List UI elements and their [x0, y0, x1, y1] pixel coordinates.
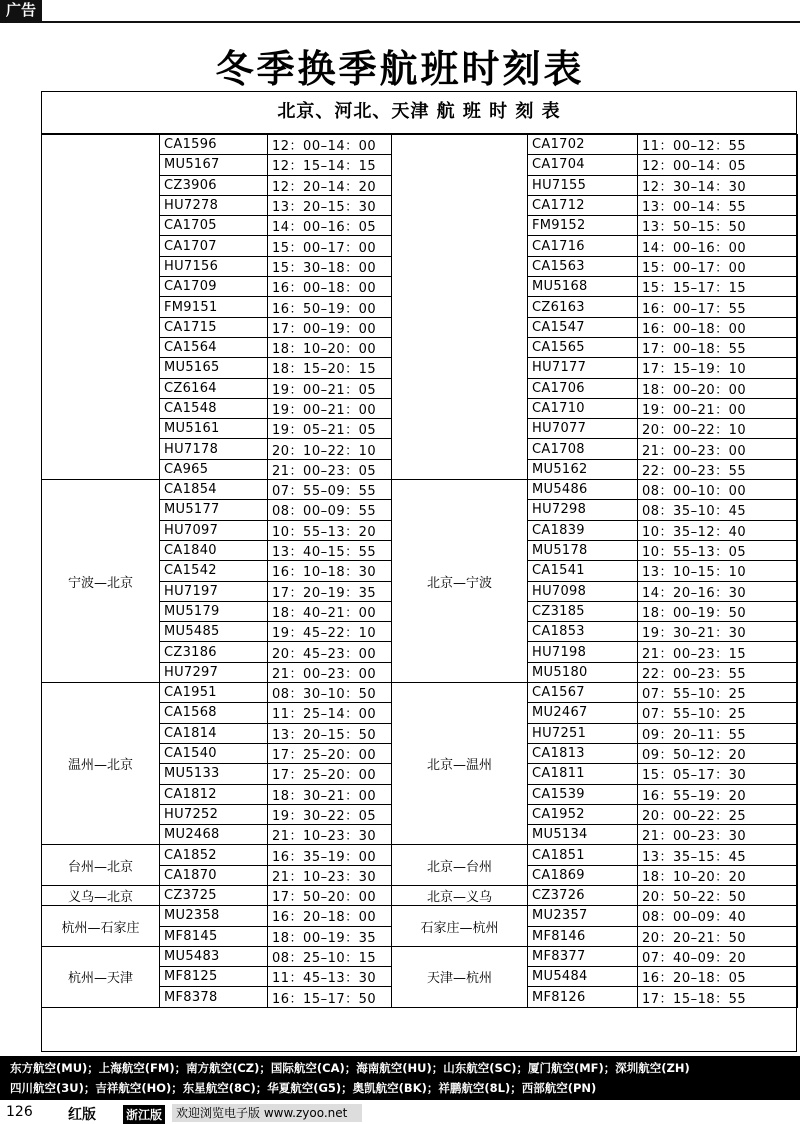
flight-number: CZ3725 — [160, 885, 268, 905]
flight-number: MF8145 — [160, 926, 268, 946]
flight-time: 07：55–09：55 — [268, 480, 392, 500]
flight-time: 10：35–12：40 — [638, 520, 798, 540]
flight-time: 17：00–18：55 — [638, 337, 798, 357]
flight-time: 13：40–15：55 — [268, 540, 392, 560]
flight-number: CA1547 — [528, 317, 638, 337]
flight-number: HU7178 — [160, 439, 268, 459]
flight-number: CA1840 — [160, 540, 268, 560]
flight-time: 19：45–22：10 — [268, 622, 392, 642]
table-row — [42, 885, 798, 905]
flight-time: 08：30–10：50 — [268, 683, 392, 703]
flight-time: 19：00–21：00 — [638, 398, 798, 418]
flight-time: 18：30–21：00 — [268, 784, 392, 804]
flight-time: 17：00–19：00 — [268, 317, 392, 337]
flight-number: CZ3186 — [160, 642, 268, 662]
flight-time: 19：00–21：00 — [268, 398, 392, 418]
flight-time: 18：00–19：35 — [268, 926, 392, 946]
route-label: 台州—北京 — [42, 845, 160, 886]
flight-number: CZ3726 — [528, 885, 638, 905]
flight-number: CA1839 — [528, 520, 638, 540]
flight-number: CA1951 — [160, 683, 268, 703]
flight-number: MU5165 — [160, 358, 268, 378]
flight-time: 16：15–17：50 — [268, 987, 392, 1007]
schedule-subtitle: 北京、河北、天津 航 班 时 刻 表 — [41, 91, 797, 134]
table-row — [42, 135, 798, 155]
flight-time: 09：50–12：20 — [638, 743, 798, 763]
flight-time: 12：00–14：05 — [638, 155, 798, 175]
flight-time: 19：00–21：05 — [268, 378, 392, 398]
flight-time: 15：00–17：00 — [268, 236, 392, 256]
route-label: 义乌—北京 — [42, 885, 160, 905]
flight-number: CZ6163 — [528, 297, 638, 317]
visit-link[interactable]: 欢迎浏览电子版 www.zyoo.net — [172, 1104, 362, 1122]
flight-number: MU5486 — [528, 480, 638, 500]
flight-number: CA1539 — [528, 784, 638, 804]
flight-number: MU5485 — [160, 622, 268, 642]
flight-number: CA1851 — [528, 845, 638, 865]
route-label: 北京—台州 — [392, 845, 528, 886]
flight-time: 18：15–20：15 — [268, 358, 392, 378]
flight-number: MU5483 — [160, 946, 268, 966]
flight-time: 19：05–21：05 — [268, 419, 392, 439]
route-label: 北京—温州 — [392, 683, 528, 845]
flight-time: 13：35–15：45 — [638, 845, 798, 865]
flight-time: 08：35–10：45 — [638, 500, 798, 520]
route-label: 杭州—石家庄 — [42, 906, 160, 947]
flight-number: HU7098 — [528, 581, 638, 601]
flight-time: 13：20–15：30 — [268, 195, 392, 215]
flight-time: 15：15–17：15 — [638, 277, 798, 297]
flight-time: 22：00–23：55 — [638, 459, 798, 479]
flight-number: FM9152 — [528, 216, 638, 236]
table-row — [42, 906, 798, 926]
flight-time: 13：00–14：55 — [638, 195, 798, 215]
flight-number: CA1702 — [528, 135, 638, 155]
page-number: 126 — [6, 1104, 33, 1120]
flight-time: 08：25–10：15 — [268, 946, 392, 966]
flight-number: CA1568 — [160, 703, 268, 723]
flight-number: CA1596 — [160, 135, 268, 155]
flight-number: HU7155 — [528, 175, 638, 195]
flight-time: 13：10–15：10 — [638, 561, 798, 581]
flight-time: 21：00–23：15 — [638, 642, 798, 662]
flight-time: 22：00–23：55 — [638, 662, 798, 682]
flight-time: 16：00–17：55 — [638, 297, 798, 317]
flight-number: MU2358 — [160, 906, 268, 926]
flight-number: CA1854 — [160, 480, 268, 500]
flight-time: 07：55–10：25 — [638, 703, 798, 723]
flight-number: CA1704 — [528, 155, 638, 175]
route-label: 温州—北京 — [42, 683, 160, 845]
flight-time: 15：05–17：30 — [638, 764, 798, 784]
flight-number: HU7297 — [160, 662, 268, 682]
flight-number: MU2468 — [160, 825, 268, 845]
flight-time: 12：30–14：30 — [638, 175, 798, 195]
flight-number: MU5161 — [160, 419, 268, 439]
flight-number: CA1567 — [528, 683, 638, 703]
flight-time: 18：00–20：00 — [638, 378, 798, 398]
flight-number: MU2357 — [528, 906, 638, 926]
flight-number: CZ3906 — [160, 175, 268, 195]
route-label: 北京—义乌 — [392, 885, 528, 905]
flight-time: 12：20–14：20 — [268, 175, 392, 195]
flight-number: HU7097 — [160, 520, 268, 540]
flight-time: 20：50–22：50 — [638, 885, 798, 905]
flight-number: CA1563 — [528, 256, 638, 276]
flight-time: 16：20–18：00 — [268, 906, 392, 926]
flight-time: 17：25–20：00 — [268, 764, 392, 784]
route-label — [392, 135, 528, 480]
flight-time: 16：00–18：00 — [268, 277, 392, 297]
flight-time: 20：45–23：00 — [268, 642, 392, 662]
flight-number: CA1811 — [528, 764, 638, 784]
flight-time: 20：10–22：10 — [268, 439, 392, 459]
flight-number: CA1712 — [528, 195, 638, 215]
flight-number: MU5484 — [528, 967, 638, 987]
flight-number: HU7198 — [528, 642, 638, 662]
flight-number: MU5134 — [528, 825, 638, 845]
flight-number: HU7156 — [160, 256, 268, 276]
flight-number: MF8126 — [528, 987, 638, 1007]
flight-time: 08：00–09：55 — [268, 500, 392, 520]
flight-time: 08：00–10：00 — [638, 480, 798, 500]
page-title: 冬季换季航班时刻表 — [215, 47, 585, 91]
flight-number: MF8146 — [528, 926, 638, 946]
flight-time: 17：25–20：00 — [268, 743, 392, 763]
flight-number: CA1814 — [160, 723, 268, 743]
flight-time: 13：50–15：50 — [638, 216, 798, 236]
flight-time: 10：55–13：20 — [268, 520, 392, 540]
flight-number: CA1870 — [160, 865, 268, 885]
flight-time: 12：00–14：00 — [268, 135, 392, 155]
flight-number: HU7278 — [160, 195, 268, 215]
top-rule — [0, 21, 800, 23]
flight-number: MF8378 — [160, 987, 268, 1007]
flight-time: 17：15–19：10 — [638, 358, 798, 378]
flight-number: CA1548 — [160, 398, 268, 418]
flight-number: CA1869 — [528, 865, 638, 885]
flight-number: MU2467 — [528, 703, 638, 723]
flight-time: 21：00–23：00 — [268, 662, 392, 682]
flight-number: CA1813 — [528, 743, 638, 763]
route-label — [42, 135, 160, 480]
flight-time: 19：30–21：30 — [638, 622, 798, 642]
flight-number: CA1812 — [160, 784, 268, 804]
flight-number: HU7251 — [528, 723, 638, 743]
flight-time: 15：00–17：00 — [638, 256, 798, 276]
flight-number: CA1715 — [160, 317, 268, 337]
flight-time: 08：00–09：40 — [638, 906, 798, 926]
flight-number: CZ6164 — [160, 378, 268, 398]
flight-time: 09：20–11：55 — [638, 723, 798, 743]
flight-time: 16：10–18：30 — [268, 561, 392, 581]
schedule-table — [41, 134, 798, 1008]
flight-time: 11：45–13：30 — [268, 967, 392, 987]
flight-time: 16：20–18：05 — [638, 967, 798, 987]
flight-number: HU7077 — [528, 419, 638, 439]
flight-number: CA1708 — [528, 439, 638, 459]
flight-number: CA1952 — [528, 804, 638, 824]
flight-number: CA1853 — [528, 622, 638, 642]
flight-time: 14：20–16：30 — [638, 581, 798, 601]
region-badge: 浙江版 — [123, 1105, 165, 1124]
table-row — [42, 946, 798, 966]
route-label: 宁波—北京 — [42, 480, 160, 683]
flight-time: 18：00–19：50 — [638, 601, 798, 621]
flight-time: 17：20–19：35 — [268, 581, 392, 601]
flight-time: 13：20–15：50 — [268, 723, 392, 743]
table-row — [42, 845, 798, 865]
page-footer — [0, 1104, 800, 1123]
flight-number: CA1707 — [160, 236, 268, 256]
flight-time: 16：35–19：00 — [268, 845, 392, 865]
flight-number: CA1852 — [160, 845, 268, 865]
flight-number: CA965 — [160, 459, 268, 479]
flight-time: 20：00–22：10 — [638, 419, 798, 439]
flight-number: CA1709 — [160, 277, 268, 297]
airline-codes-line-1: 东方航空(MU)；上海航空(FM)；南方航空(CZ)；国际航空(CA)；海南航空(HU)；山东航空(SC)；厦门航空(MF)；深圳航空(ZH) — [10, 1061, 690, 1075]
edition-label: 红版 — [68, 1107, 96, 1123]
flight-time: 16：00–18：00 — [638, 317, 798, 337]
flight-number: MF8377 — [528, 946, 638, 966]
flight-time: 21：00–23：05 — [268, 459, 392, 479]
flight-time: 15：30–18：00 — [268, 256, 392, 276]
flight-number: HU7197 — [160, 581, 268, 601]
flight-time: 20：00–22：25 — [638, 804, 798, 824]
flight-number: MU5162 — [528, 459, 638, 479]
route-label: 石家庄—杭州 — [392, 906, 528, 947]
flight-number: MU5179 — [160, 601, 268, 621]
flight-time: 14：00–16：05 — [268, 216, 392, 236]
flight-number: FM9151 — [160, 297, 268, 317]
flight-time: 17：50–20：00 — [268, 885, 392, 905]
flight-number: CA1716 — [528, 236, 638, 256]
flight-number: CA1541 — [528, 561, 638, 581]
flight-time: 18：40–21：00 — [268, 601, 392, 621]
flight-number: MF8125 — [160, 967, 268, 987]
flight-time: 07：40–09：20 — [638, 946, 798, 966]
flight-time: 16：50–19：00 — [268, 297, 392, 317]
flight-number: MU5133 — [160, 764, 268, 784]
flight-number: MU5178 — [528, 540, 638, 560]
flight-number: CA1542 — [160, 561, 268, 581]
flight-time: 21：00–23：30 — [638, 825, 798, 845]
flight-time: 16：55–19：20 — [638, 784, 798, 804]
flight-time: 11：25–14：00 — [268, 703, 392, 723]
flight-time: 12：15–14：15 — [268, 155, 392, 175]
flight-time: 21：10–23：30 — [268, 865, 392, 885]
flight-number: MU5168 — [528, 277, 638, 297]
airline-codes-line-2: 四川航空(3U)；吉祥航空(HO)；东星航空(8C)；华夏航空(G5)；奥凯航空(BK)；祥鹏航空(8L)；西部航空(PN) — [10, 1081, 597, 1095]
flight-time: 19：30–22：05 — [268, 804, 392, 824]
flight-number: MU5180 — [528, 662, 638, 682]
flight-number: CA1706 — [528, 378, 638, 398]
flight-time: 17：15–18：55 — [638, 987, 798, 1007]
flight-number: CA1705 — [160, 216, 268, 236]
flight-number: HU7298 — [528, 500, 638, 520]
table-row — [42, 683, 798, 703]
ad-tag: 广告 — [0, 0, 42, 22]
flight-time: 18：10–20：00 — [268, 337, 392, 357]
flight-time: 07：55–10：25 — [638, 683, 798, 703]
flight-time: 10：55–13：05 — [638, 540, 798, 560]
route-label: 北京—宁波 — [392, 480, 528, 683]
flight-number: CA1565 — [528, 337, 638, 357]
flight-number: MU5167 — [160, 155, 268, 175]
flight-time: 14：00–16：00 — [638, 236, 798, 256]
flight-number: CA1710 — [528, 398, 638, 418]
flight-number: HU7252 — [160, 804, 268, 824]
flight-number: CZ3185 — [528, 601, 638, 621]
flight-number: HU7177 — [528, 358, 638, 378]
flight-number: CA1540 — [160, 743, 268, 763]
flight-time: 11：00–12：55 — [638, 135, 798, 155]
route-label: 杭州—天津 — [42, 946, 160, 1007]
flight-number: CA1564 — [160, 337, 268, 357]
table-row — [42, 480, 798, 500]
flight-time: 20：20–21：50 — [638, 926, 798, 946]
flight-time: 21：00–23：00 — [638, 439, 798, 459]
flight-time: 21：10–23：30 — [268, 825, 392, 845]
route-label: 天津—杭州 — [392, 946, 528, 1007]
flight-time: 18：10–20：20 — [638, 865, 798, 885]
flight-number: MU5177 — [160, 500, 268, 520]
